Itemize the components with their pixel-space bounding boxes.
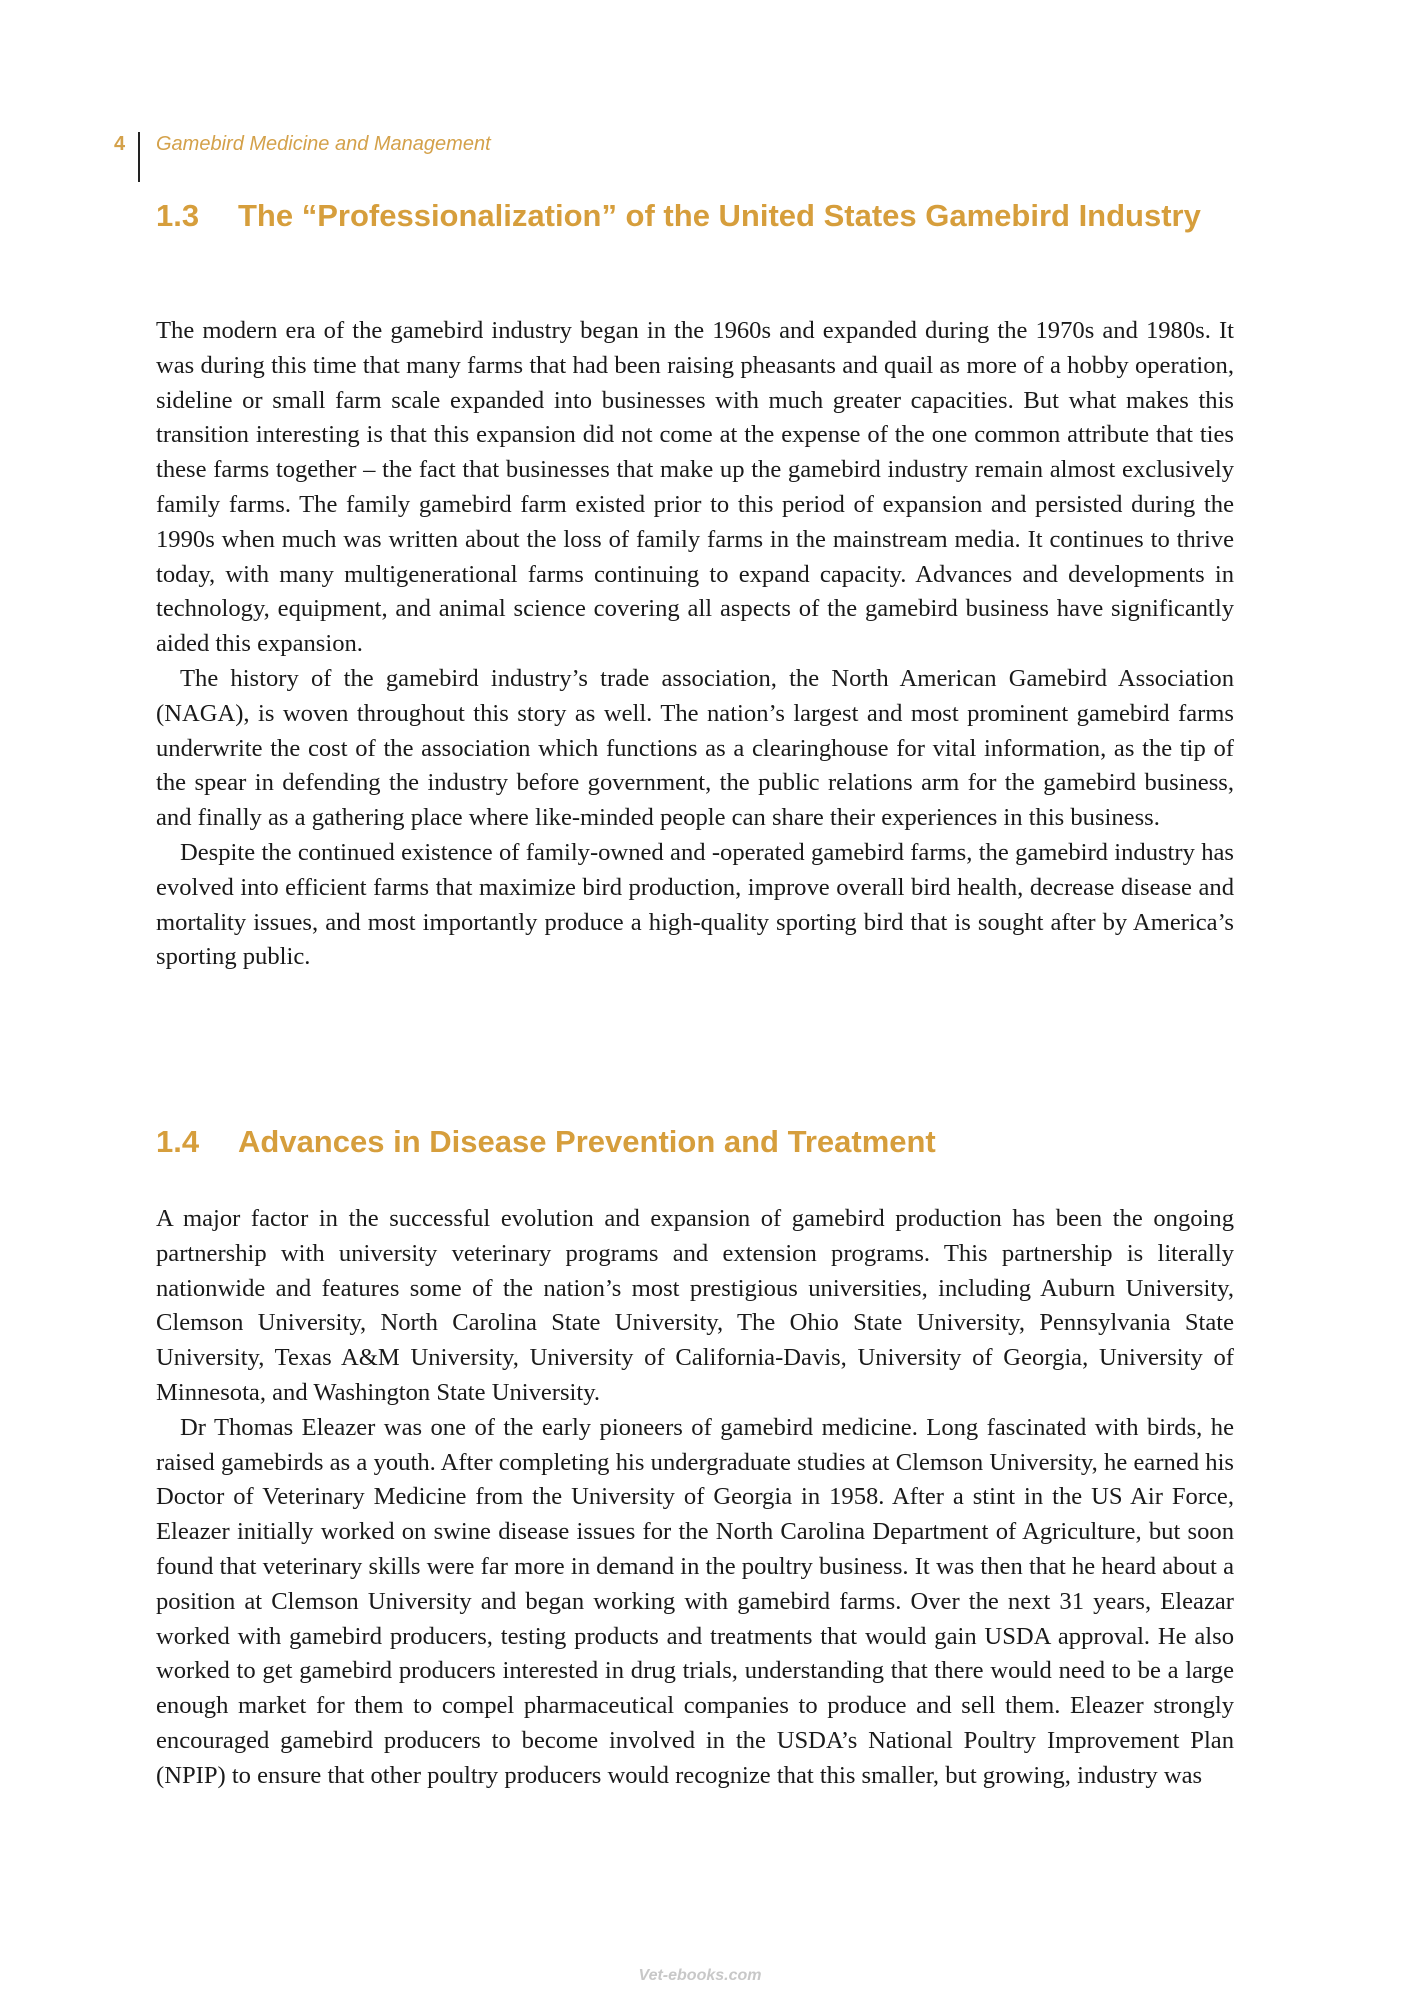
paragraph: A major factor in the successful evolution and expansion of gamebird production has been the ongoing partnership with university veterinary programs and extension programs. This partnership is literally nationwide and features some of the nation’s most prestigious universities, including Auburn University, Clemson University, North Carolina State University, The Ohio State University, Pennsylvania State University, Texas A&M University, University of California-Davis, University of Georgia, University of Minnesota, and Washington State University. (156, 1205, 1234, 1406)
paragraph: Despite the continued existence of family-owned and -operated gamebird farms, the gamebird industry has evolved into efficient farms that maximize bird production, improve overall bird health, decrease disease and mortality issues, and most importantly produce a high-quality sporting bird that is sought after by America’s sporting public. (156, 838, 1234, 971)
section-heading-1-4 (156, 1122, 1236, 1162)
section-title: Advances in Disease Prevention and Treatment (238, 1124, 936, 1159)
header-rule (138, 132, 140, 182)
section-1-4-body (156, 1202, 1234, 1794)
page-number: 4 (114, 133, 126, 155)
watermark-logo: Vet-ebooks.com (638, 1967, 762, 1984)
section-number: 1.3 (156, 198, 200, 233)
paragraph: The modern era of the gamebird industry began in the 1960s and expanded during the 1970s and 1980s. It was during this time that many farms that had been raising pheasants and quail as more of a hobby operation, sideline or small farm scale expanded into businesses with much greater capacities. But what makes this transition interesting is that this expansion did not come at the expense of the one common attribute that ties these farms together – the fact that businesses that make up the gamebird industry remain almost exclusively family farms. The family gamebird farm existed prior to this period of expansion and persisted during the 1990s when much was written about the loss of family farms in the mainstream media. It continues to thrive today, with many multigenerational farms continuing to expand capacity. Advances and developments in technology, equipment, and animal science covering all aspects of the gamebird business have significantly aided this expansion. (156, 317, 1234, 658)
section-number: 1.4 (156, 1124, 200, 1159)
section-1-3-body (156, 314, 1234, 975)
section-heading-1-3 (156, 196, 1236, 236)
book-title: Gamebird Medicine and Management (156, 133, 491, 155)
running-header (114, 132, 491, 182)
section-title: The “Professionalization” of the United States Gamebird Industry (238, 198, 1201, 233)
paragraph: Dr Thomas Eleazer was one of the early pioneers of gamebird medicine. Long fascinated with birds, he raised gamebirds as a youth. After completing his undergraduate studies at Clemson University, he earned his Doctor of Veterinary Medicine from the University of Georgia in 1958. After a stint in the US Air Force, Eleazer initially worked on swine disease issues for the North Carolina Department of Agriculture, but soon found that veterinary skills were far more in demand in the poultry business. It was then that he heard about a position at Clemson University and began working with gamebird farms. Over the next 31 years, Eleazar worked with gamebird producers, testing products and treatments that would gain USDA approval. He also worked to get gamebird producers interested in drug trials, understanding that there would need to be a large enough market for them to compel pharmaceutical companies to produce and sell them. Eleazer strongly encouraged gamebird producers to become involved in the USDA’s National Poultry Improvement Plan (NPIP) to ensure that other poultry producers would recognize that this smaller, but growing, industry was (156, 1413, 1234, 1789)
paragraph: The history of the gamebird industry’s trade association, the North American Gamebird Association (NAGA), is woven throughout this story as well. The nation’s largest and most prominent gamebird farms underwrite the cost of the association which functions as a clearinghouse for vital information, as the tip of the spear in defending the industry before government, the public relations arm for the gamebird business, and finally as a gathering place where like-minded people can share their experiences in this business. (156, 664, 1234, 832)
